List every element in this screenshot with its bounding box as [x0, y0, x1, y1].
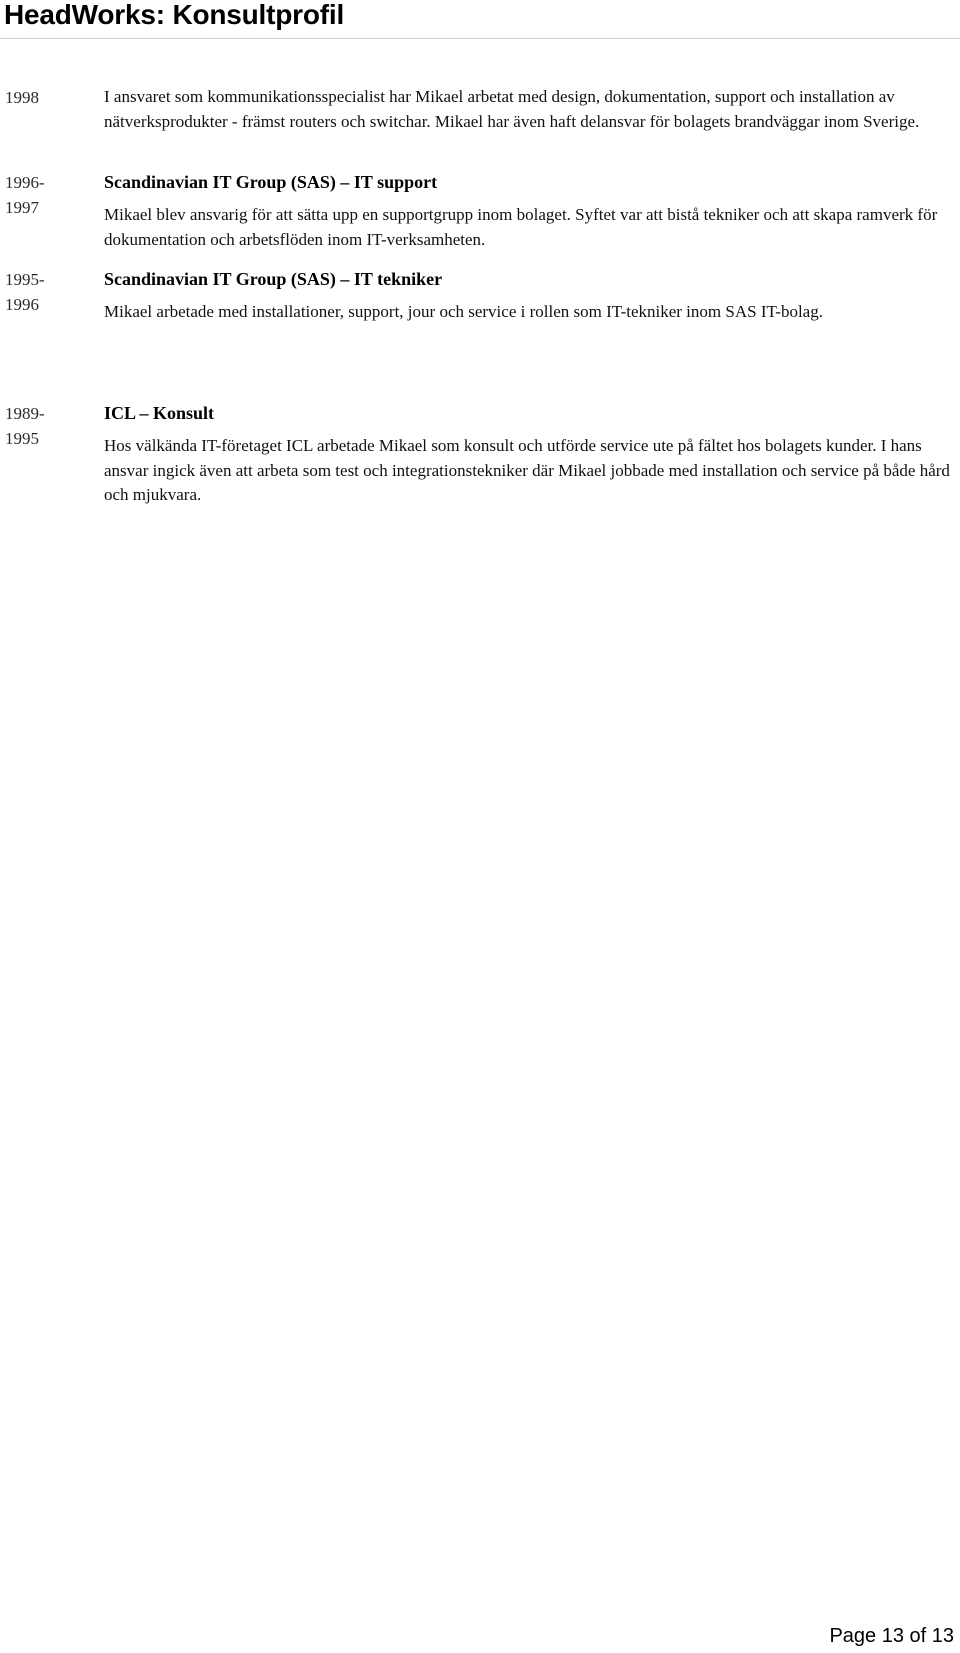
entry-content	[104, 170, 954, 252]
entry-description: Hos välkända IT-företaget ICL arbetade Mikael som konsult och utförde service ute på fältet hos bolagets kunder. I hans ansvar ingick även att arbeta som test och integrationstekniker där Mikael jobbade med installation och service på både hård och mjukvara.	[104, 436, 950, 504]
entry-year: 1989- 1995	[5, 404, 45, 448]
entry-heading: ICL – Konsult	[104, 403, 215, 423]
title-divider	[0, 38, 960, 39]
page-number: Page 13 of 13	[829, 1625, 954, 1647]
entry-description: I ansvaret som kommunikationsspecialist har Mikael arbetat med design, dokumentation, support och installation av nätverksprodukter - främst routers och switchar. Mikael har även haft delansvar för bolagets brandväggar inom Sverige.	[104, 87, 920, 131]
entry-year: 1995- 1996	[5, 270, 45, 314]
entry-description: Mikael blev ansvarig för att sätta upp en supportgrupp inom bolaget. Syftet var att bistå tekniker och att skapa ramverk för dokumentation och arbetsflöden inom IT-verksamheten.	[104, 205, 938, 249]
entry-heading: Scandinavian IT Group (SAS) – IT tekniker	[104, 269, 443, 289]
entry-description: Mikael arbetade med installationer, support, jour och service i rollen som IT-tekniker inom SAS IT-bolag.	[104, 302, 823, 321]
document-title: HeadWorks: Konsultprofil	[4, 0, 345, 30]
entry-year: 1998	[5, 88, 39, 107]
entry-content	[104, 267, 954, 325]
entry-content	[104, 85, 954, 134]
entry-heading: Scandinavian IT Group (SAS) – IT support	[104, 172, 438, 192]
entry-content	[104, 401, 954, 508]
entry-year: 1996- 1997	[5, 173, 45, 217]
